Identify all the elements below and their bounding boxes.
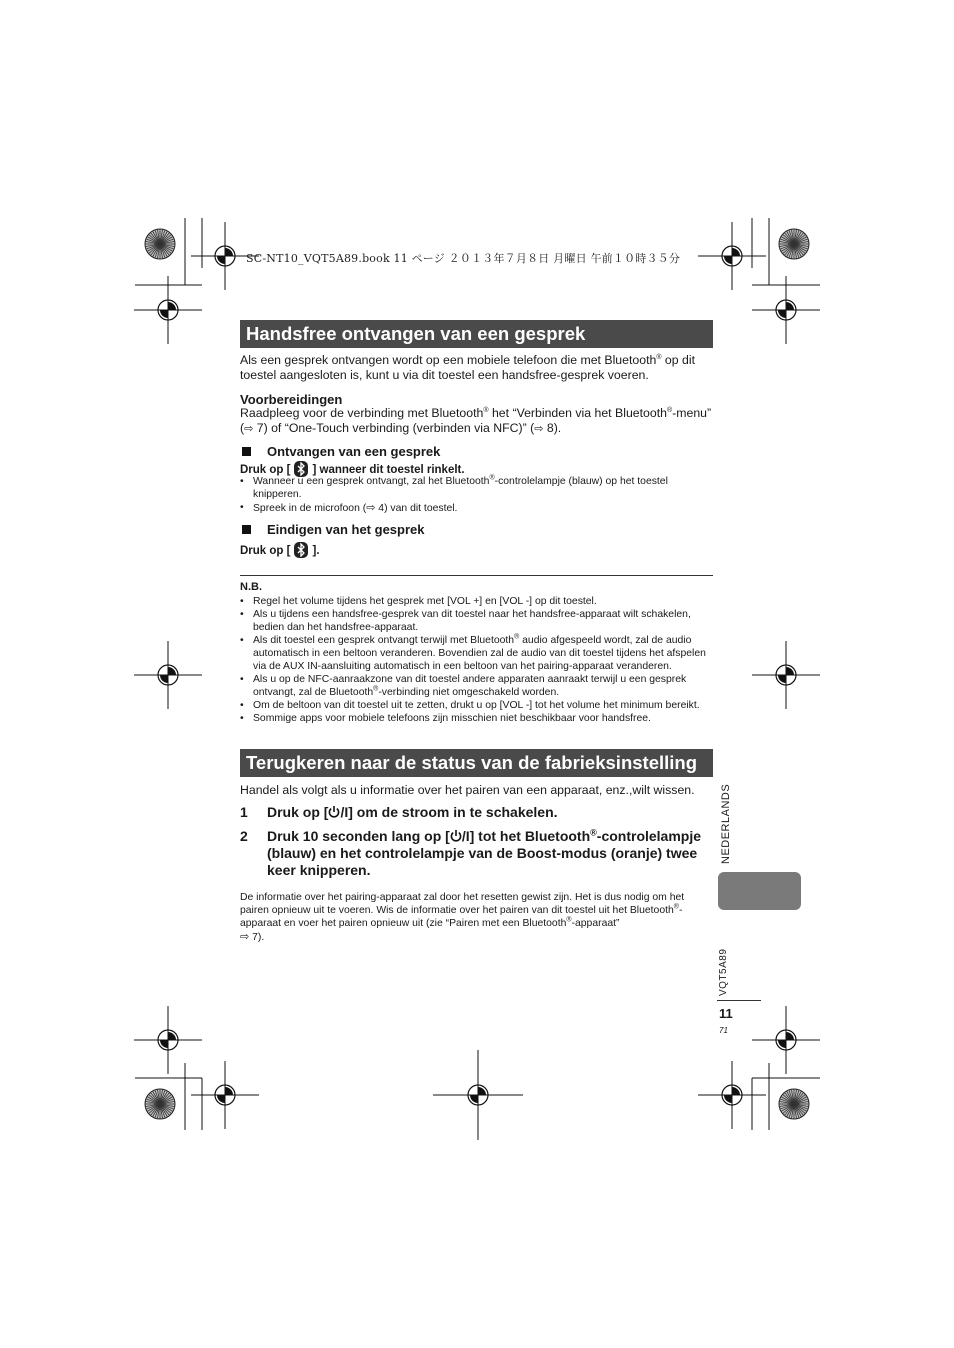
list-item: • Regel het volume tijdens het gesprek met [VOL +] en [VOL -] op dit toestel. (240, 595, 714, 608)
registration-crosshair (191, 1061, 259, 1129)
registration-crosshair (752, 276, 820, 344)
page-number-rule (717, 1000, 761, 1001)
divider (240, 575, 713, 576)
power-icon (328, 805, 340, 819)
end-call-heading: Eindigen van het gesprek (242, 522, 425, 537)
list-item: • Als u tijdens een handsfree-gesprek van dit toestel naar het handsfree-apparaat wilt schakelen, bedien dan het handsfree-apparaat. (240, 608, 714, 634)
list-item: • Als dit toestel een gesprek ontvangt terwijl met Bluetooth® audio afgespeeld wordt, zal de audio automatisch in een beltoon veranderen. Bovendien zal de audio van dit toestel tijdens het afspelen via de AUX IN-aansluiting automatisch in een beltoon van het pairing-apparaat veranderen. (240, 634, 714, 673)
list-item: • Om de beltoon van dit toestel uit te zetten, drukt u op [VOL -] tot het volume het minimum bereikt. (240, 699, 714, 712)
registration-crosshair (698, 1061, 766, 1129)
list-item: • Als u op de NFC-aanraakzone van dit toestel andere apparaten aanraakt terwijl u een gesprek ontvangt, zal de Bluetooth®-verbinding niet omgeschakeld worden. (240, 673, 714, 699)
nb-label: N.B. (240, 581, 262, 593)
page-number: 11 (719, 1006, 733, 1021)
registration-crosshair (752, 1006, 820, 1074)
starburst-mark (779, 1089, 809, 1119)
language-tab (718, 872, 801, 910)
receive-instruction: Druk op [ ] wanneer dit toestel rinkelt. (240, 461, 465, 478)
registration-crosshair (752, 641, 820, 709)
registration-crosshair (134, 641, 202, 709)
registration-crosshair (134, 1006, 202, 1074)
list-item: • Spreek in de microfoon (⇨ 4) van dit toestel. (240, 501, 708, 515)
arrow-icon: ⇨ (366, 501, 376, 514)
arrow-icon: ⇨ (534, 422, 544, 435)
registration-crosshair (433, 1050, 523, 1140)
starburst-mark (145, 229, 175, 259)
arrow-icon: ⇨ (244, 422, 254, 435)
registration-crosshair (134, 276, 202, 344)
reset-note: De informatie over het pairing-apparaat zal door het resetten gewist zijn. Het is dus nodig om het pairen opnieuw uit te voeren. Wis de informatie over het pairen van dit toestel uit het Bluetooth®-apparaat en voer het pairen opnieuw uit (zie “Pairen met een Bluetooth®-apparaat” ⇨ 7). (240, 892, 685, 943)
registration-crosshair (698, 222, 766, 290)
doc-code: VQT5A89 (718, 948, 729, 996)
starburst-mark (145, 1089, 175, 1119)
bluetooth-button-icon (294, 542, 308, 558)
list-item: • Sommige apps voor mobiele telefoons zijn misschien niet beschikbaar voor handsfree. (240, 712, 714, 725)
receive-bullets (240, 475, 708, 515)
language-label: NEDERLANDS (720, 783, 732, 864)
preparations-text: Raadpleeg voor de verbinding met Bluetooth® het “Verbinden via het Bluetooth®-menu” (⇨ 7) of “One-Touch verbinding (verbinden via NFC)” (⇨ 8). (240, 406, 712, 435)
end-call-instruction: Druk op [ ]. (240, 542, 320, 559)
preparations-heading: Voorbereidingen (240, 392, 343, 407)
section-title-handsfree: Handsfree ontvangen van een gesprek (240, 320, 713, 348)
reset-intro: Handel als volgt als u informatie over het pairen van een apparaat, enz.,wilt wissen. (240, 783, 695, 797)
list-item: • Wanneer u een gesprek ontvangt, zal het Bluetooth®-controlelampje (blauw) op het toestel knipperen. (240, 475, 708, 501)
print-header: SC-NT10_VQT5A89.book 11 ページ ２０１３年７月８日 月曜日 午前１０時３５分 (246, 252, 681, 265)
nb-bullets (240, 595, 714, 725)
section-title-factory-reset: Terugkeren naar de status van de fabrieksinstelling (240, 749, 713, 777)
reset-step-1: 1 Druk op [ /I] om de stroom in te schakelen. (240, 804, 558, 820)
power-icon (450, 829, 462, 843)
square-bullet-icon (242, 525, 251, 534)
page-number-secondary: 71 (719, 1026, 728, 1035)
reset-step-2: 2 Druk 10 seconden lang op [ /I] tot het Bluetooth®-controlelampje (blauw) en het controlelampje van de Boost-modus (oranje) twee keer knipperen. (240, 827, 702, 878)
arrow-icon: ⇨ (240, 930, 250, 943)
handsfree-intro: Als een gesprek ontvangen wordt op een mobiele telefoon die met Bluetooth® op dit toestel aangesloten is, kunt u via dit toestel een handsfree-gesprek voeren. (240, 353, 695, 382)
starburst-mark (779, 229, 809, 259)
receive-call-heading: Ontvangen van een gesprek (242, 444, 440, 459)
square-bullet-icon (242, 447, 251, 456)
